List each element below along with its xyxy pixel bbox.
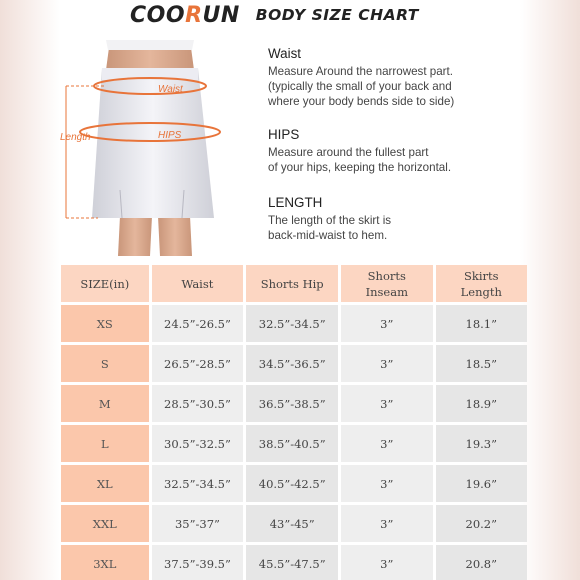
skirt-length-cell: 19.6” [436,465,527,502]
waist-cell: 24.5”-26.5” [152,305,244,342]
length-desc-line: The length of the skirt is [268,214,392,227]
waist-cell: 37.5”-39.5” [152,545,244,580]
table-header-row [61,265,527,302]
size-cell: M [61,385,149,422]
inseam-cell: 3” [341,545,432,580]
inseam-cell: 3” [341,385,432,422]
hips-desc-line: of your hips, keeping the horizontal. [268,161,452,174]
size-cell: XXL [61,505,149,542]
shorts-hip-cell: 43”-45” [246,505,338,542]
table-row [61,385,527,422]
skirt-length-cell: 20.8” [436,545,527,580]
shorts-hip-cell: 34.5”-36.5” [246,345,338,382]
waist-cell: 28.5”-30.5” [152,385,244,422]
shorts-hip-cell: 40.5”-42.5” [246,465,338,502]
length-description [268,195,391,243]
shorts-hip-cell: 32.5”-34.5” [246,305,338,342]
size-cell: 3XL [61,545,149,580]
waist-cell: 35”-37” [152,505,244,542]
size-cell: S [61,345,149,382]
waist-cell: 26.5”-28.5” [152,345,244,382]
waist-heading: Waist [268,46,301,61]
skirt-length-cell: 20.2” [436,505,527,542]
waist-cell: 30.5”-32.5” [152,425,244,462]
brand-logo: COORUN [130,2,240,28]
table-row [61,425,527,462]
waist-marker-label: Waist [158,84,183,95]
header-waist: Waist [152,265,244,302]
skirt-model-illustration [58,40,242,256]
header-shorts-inseam: Shorts Inseam [341,265,432,302]
size-cell: L [61,425,149,462]
inseam-cell: 3” [341,465,432,502]
table-row [61,305,527,342]
waist-desc-line: where your body bends side to side) [268,95,455,108]
length-heading: LENGTH [268,195,323,210]
inseam-cell: 3” [341,505,432,542]
inseam-cell: 3” [341,305,432,342]
waist-desc-line: Measure Around the narrowest part. [268,65,453,78]
inseam-cell: 3” [341,345,432,382]
shorts-hip-cell: 36.5”-38.5” [246,385,338,422]
header-size: SIZE(in) [61,265,149,302]
skirt-length-cell: 18.1” [436,305,527,342]
skirt-length-cell: 18.9” [436,385,527,422]
shorts-hip-cell: 38.5”-40.5” [246,425,338,462]
skirt-length-cell: 18.5” [436,345,527,382]
shorts-hip-cell: 45.5”-47.5” [246,545,338,580]
hips-heading: HIPS [268,127,300,142]
header-shorts-hip: Shorts Hip [246,265,338,302]
waist-description [268,46,454,109]
waist-cell: 32.5”-34.5” [152,465,244,502]
hips-description [268,127,451,175]
chart-header [130,0,460,30]
size-cell: XS [61,305,149,342]
length-desc-line: back-mid-waist to hem. [268,229,388,242]
size-table [58,262,530,580]
table-row [61,465,527,502]
page-title: BODY SIZE CHART [255,6,419,24]
header-skirts-length: Skirts Length [436,265,527,302]
hips-desc-line: Measure around the fullest part [268,146,429,159]
length-marker-label: Length [60,132,91,143]
table-row [61,505,527,542]
table-row [61,545,527,580]
hips-marker-label: HIPS [158,130,182,141]
size-cell: XL [61,465,149,502]
inseam-cell: 3” [341,425,432,462]
waist-desc-line: (typically the small of your back and [268,80,452,93]
table-row [61,345,527,382]
skirt-length-cell: 19.3” [436,425,527,462]
